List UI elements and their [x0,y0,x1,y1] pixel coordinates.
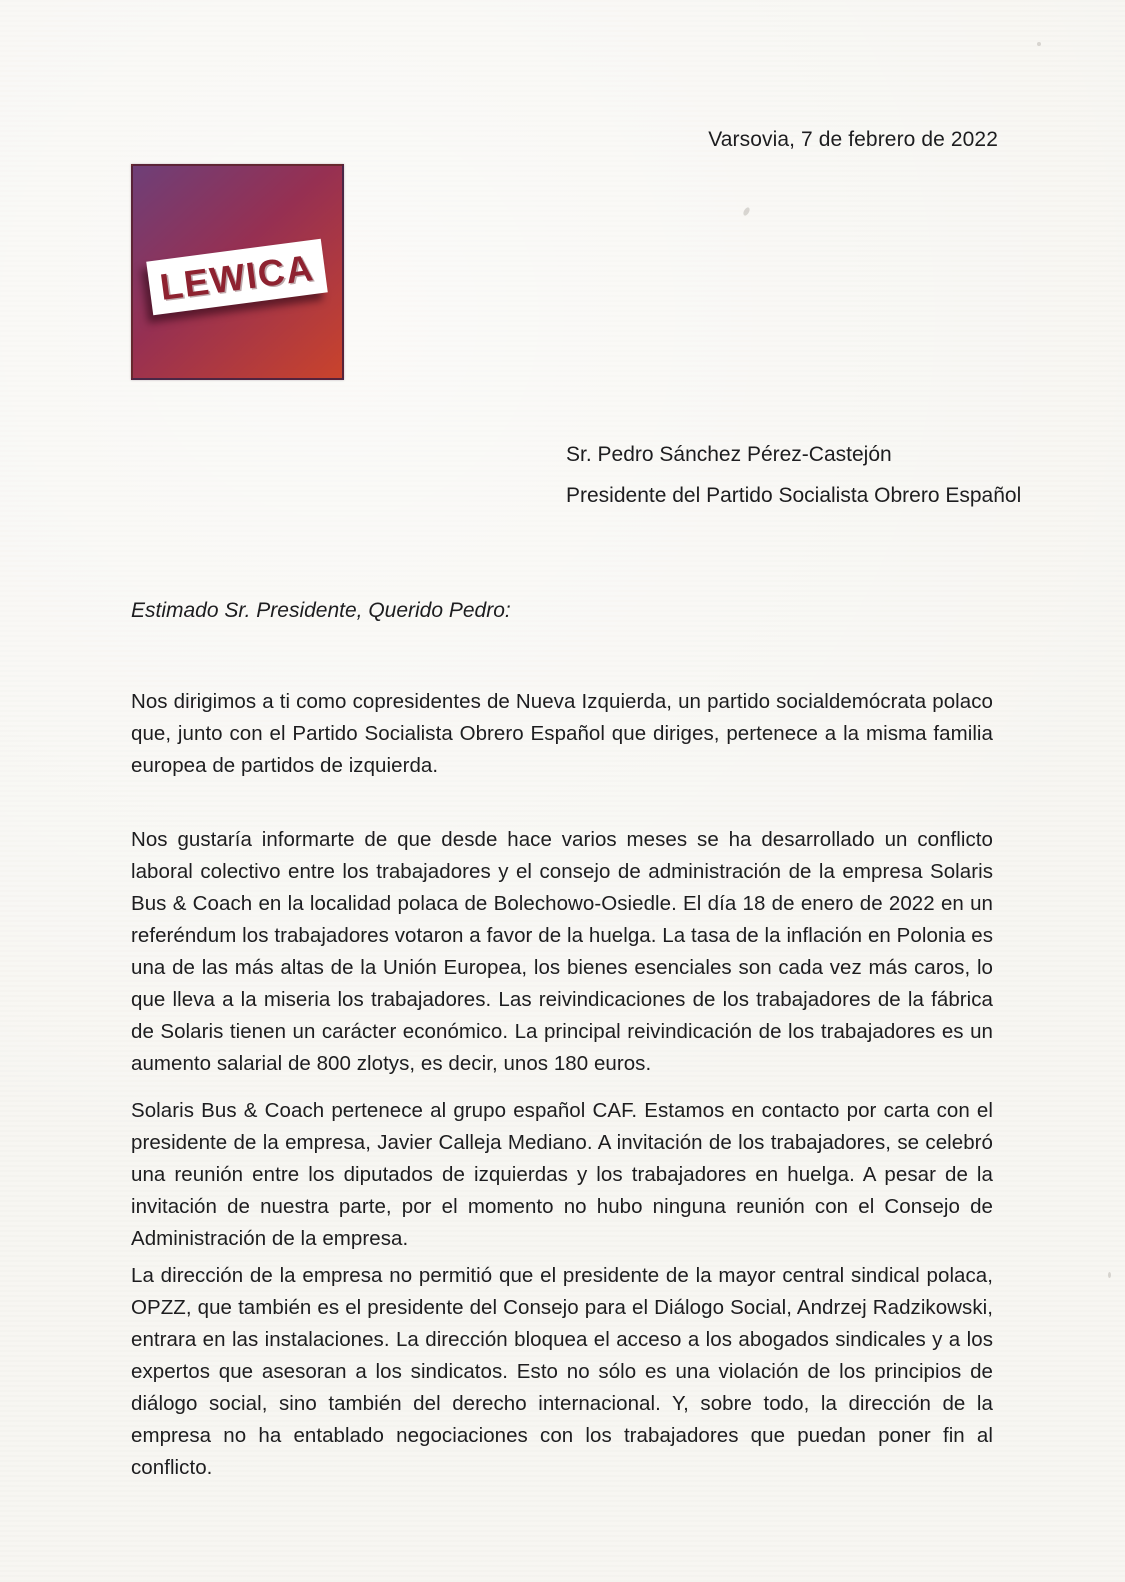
recipient-title: Presidente del Partido Socialista Obrero Español [566,484,1022,507]
paragraph-caf-contact: Solaris Bus & Coach pertenece al grupo español CAF. Estamos en contacto por carta con el presidente de la empresa, Javier Calleja Mediano. A invitación de los trabajadores, se celebró una reunión entre los diputados de izquierdas y los trabajadores en huelga. A pesar de la invitación de nuestra parte, por el momento no hubo ninguna reunión con el Consejo de Administración de la empresa. [131,1099,993,1250]
scan-speck [1108,1272,1111,1278]
scan-speck [742,206,751,216]
lewica-logo [131,164,344,380]
recipient-block [566,434,1021,516]
lewica-logo-text: LEWICA [157,246,317,308]
lewica-logo-banner [146,239,328,316]
paragraph-conflict-description: Nos gustaría informarte de que desde hace varios meses se ha desarrollado un conflicto laboral colectivo entre los trabajadores y el consejo de administración de la empresa Solaris Bus & Coach en la localidad polaca de Bolechowo-Osiedle. El día 18 de enero de 2022 en un referéndum los trabajadores votaron a favor de la huelga. La tasa de la inflación en Polonia es una de las más altas de la Unión Europea, los bienes esenciales son cada vez más caros, lo que lleva a la miseria los trabajadores. Las reivindicaciones de los trabajadores de la fábrica de Solaris tienen un carácter económico. La principal reivindicación de los trabajadores es un aumento salarial de 800 zlotys, es decir, unos 180 euros. [131,828,993,1075]
salutation: Estimado Sr. Presidente, Querido Pedro: [131,599,511,622]
paragraph-management-criticism: La dirección de la empresa no permitió que el presidente de la mayor central sindical polaca, OPZZ, que también es el presidente del Consejo para el Diálogo Social, Andrzej Radzikowski, entrara en las instalaciones. La dirección bloquea el acceso a los abogados sindicales y a los expertos que asesoran a los sindicatos. Esto no sólo es una violación de los principios de diálogo social, sino también del derecho internacional. Y, sobre todo, la dirección de la empresa no ha entablado negociaciones con los trabajadores que puedan poner fin al conflicto. [131,1264,993,1479]
scan-speck [1037,42,1041,46]
paragraph-intro: Nos dirigimos a ti como copresidentes de Nueva Izquierda, un partido socialdemócrata polaco que, junto con el Partido Socialista Obrero Español que diriges, pertenece a la misma familia europea de partidos de izquierda. [131,690,993,777]
recipient-name: Sr. Pedro Sánchez Pérez-Castejón [566,443,892,466]
date-line: Varsovia, 7 de febrero de 2022 [708,128,998,151]
